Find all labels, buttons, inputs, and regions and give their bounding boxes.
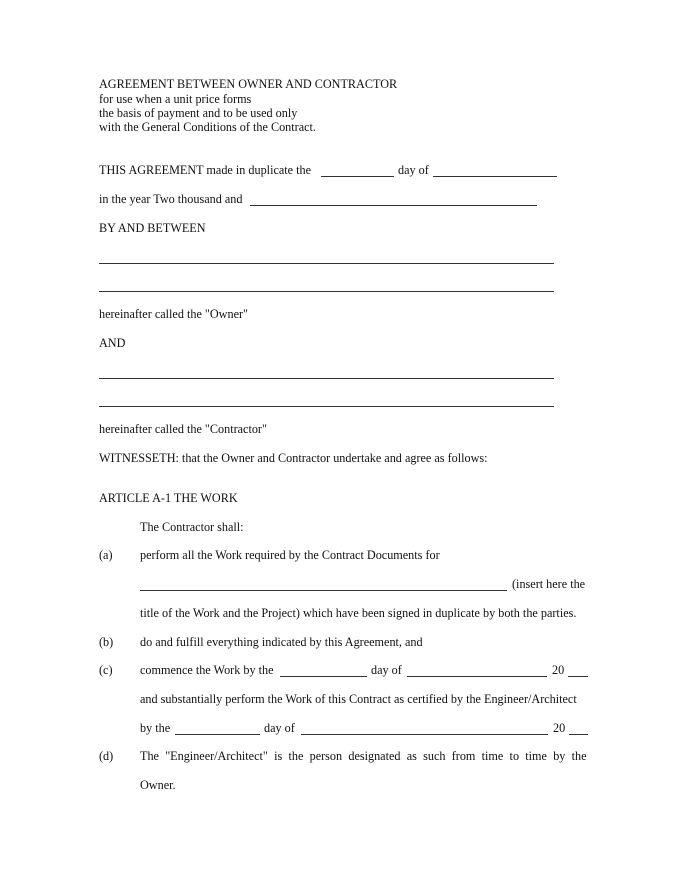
item-c-commence: commence the Work by the (140, 663, 274, 677)
item-a-insert: (insert here the (512, 577, 586, 591)
work-title-blank[interactable] (140, 590, 507, 591)
item-d-text: The "Engineer/Architect" is the person designated as such from time to time by the (140, 749, 587, 763)
header-line-1: for use when a unit price forms (99, 92, 252, 106)
article-intro: The Contractor shall: (140, 520, 244, 534)
agreement-title: AGREEMENT BETWEEN OWNER AND CONTRACTOR (99, 77, 398, 91)
owner-name-line-2[interactable] (99, 291, 554, 292)
contractor-name-line-1[interactable] (99, 378, 554, 379)
item-c-year-2: 20 (553, 721, 566, 735)
item-c-day-of: day of (371, 663, 402, 677)
item-a-label: (a) (99, 548, 113, 562)
commence-day-blank[interactable] (280, 676, 367, 677)
agreement-made-text: THIS AGREEMENT made in duplicate the (99, 163, 312, 177)
item-b-label: (b) (99, 635, 114, 649)
completion-day-blank[interactable] (175, 734, 260, 735)
owner-designation: hereinafter called the "Owner" (99, 307, 249, 321)
item-d-label: (d) (99, 749, 114, 763)
item-b-text: do and fulfill everything indicated by this Agreement, and (140, 635, 423, 649)
item-c-year: 20 (552, 663, 565, 677)
item-c-day-of-2: day of (264, 721, 295, 735)
month-blank[interactable] (433, 176, 557, 177)
by-and-between: BY AND BETWEEN (99, 221, 206, 235)
commence-month-blank[interactable] (407, 676, 547, 677)
item-a-text: perform all the Work required by the Contract Documents for (140, 548, 440, 562)
day-blank[interactable] (321, 176, 394, 177)
contractor-name-line-2[interactable] (99, 406, 554, 407)
completion-year-blank[interactable] (569, 734, 588, 735)
contractor-designation: hereinafter called the "Contractor" (99, 422, 267, 436)
completion-month-blank[interactable] (301, 734, 548, 735)
article-heading: ARTICLE A-1 THE WORK (99, 491, 238, 505)
witnesseth-text: WITNESSETH: that the Owner and Contractor undertake and agree as follows: (99, 451, 488, 465)
header-line-2: the basis of payment and to be used only (99, 106, 298, 120)
item-d-text-2: Owner. (140, 778, 176, 792)
year-label: in the year Two thousand and (99, 192, 243, 206)
day-of-label: day of (398, 163, 429, 177)
owner-name-line-1[interactable] (99, 263, 554, 264)
item-c-by-the: by the (140, 721, 171, 735)
item-c-label: (c) (99, 663, 113, 677)
commence-year-blank[interactable] (568, 676, 588, 677)
header-line-3: with the General Conditions of the Contract. (99, 120, 316, 134)
and-label: AND (99, 336, 126, 350)
item-a-text-2: title of the Work and the Project) which have been signed in duplicate by both the parties. (140, 606, 577, 620)
year-blank[interactable] (250, 205, 537, 206)
item-c-text-2: and substantially perform the Work of this Contract as certified by the Engineer/Architect (140, 692, 577, 706)
